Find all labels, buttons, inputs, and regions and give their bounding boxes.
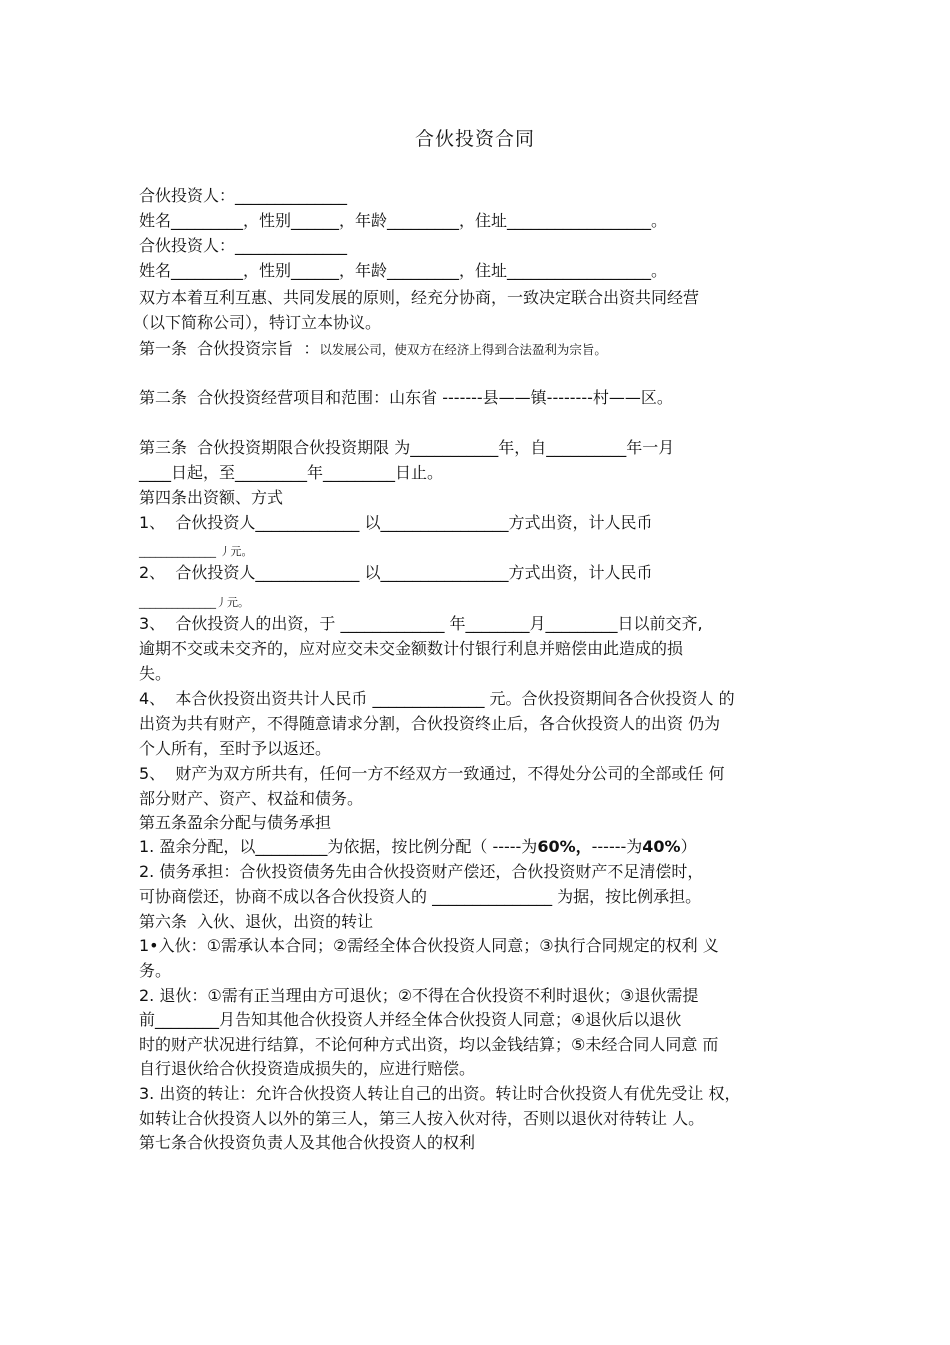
document-title: 合伙投资合同	[414, 128, 535, 150]
profit-distribution-close: ）	[680, 837, 697, 856]
article-4-item-5-line-1: 5、 财产为双方所共有，任何一方不经双方一致通过，不得处分公司的全部或任 何	[139, 764, 725, 783]
preamble-line-1: 双方本着互利互惠、共同发展的原则，经充分协商，一致决定联合出资共同经营	[139, 288, 700, 307]
article-5-heading: 第五条盈余分配与债务承担	[139, 813, 332, 832]
preamble-line-2: （以下简称公司），特订立本协议。	[133, 313, 382, 332]
article-4-item-3-line-1: 3、 合伙投资人的出资，于 _____________ 年________月_________日以前交齐,	[139, 614, 703, 633]
article-4-item-2: 2、 合伙投资人_____________ 以________________方式出资，计人民币	[139, 563, 653, 582]
article-4-item-2-amount: ______________丿元。	[139, 596, 249, 609]
article-6-item-2-line-2: 前________月告知其他合伙投资人并经全体合伙投资人同意；④退伙后以退伙	[139, 1010, 682, 1029]
article-3-line-1: 第三条 合伙投资期限合伙投资期限 为___________年，自__________年一月	[139, 438, 675, 457]
article-6-item-3-line-2: 如转让合伙投资人以外的第三人，第三人按入伙对待，否则以退伙对待转让 人。	[139, 1109, 705, 1128]
article-7-heading: 第七条合伙投资负责人及其他合伙投资人的权利	[139, 1133, 476, 1152]
share-60-percent: 60%，	[537, 837, 592, 856]
article-4-item-1: 1、 合伙投资人_____________ 以________________方式出资，计人民币	[139, 513, 653, 532]
investor-2-line: 合伙投资人：______________	[139, 236, 348, 255]
article-1	[139, 339, 607, 360]
article-1-heading: 第一条 合伙投资宗旨 ：	[139, 339, 320, 358]
article-5-item-2-line-2: 可协商偿还，协商不成以各合伙投资人的 _______________ 为据，按比例承担。	[139, 887, 702, 906]
article-4-item-4-line-2: 出资为共有财产，不得随意请求分割，合伙投资终止后，各合伙投资人的出资 仍为	[139, 714, 721, 733]
article-6-item-2-line-4: 自行退伙给合伙投资造成损失的，应进行赔偿。	[139, 1059, 476, 1078]
article-4-item-3-line-3: 失。	[139, 664, 172, 683]
investor-2-details: 姓名_________，性别______，年龄_________，住址__________________。	[139, 261, 668, 280]
article-6-item-3-line-1: 3. 出资的转让：允许合伙投资人转让自己的出资。转让时合伙投资人有优先受让 权，	[139, 1084, 741, 1103]
article-6-heading: 第六条 入伙、退伙，出资的转让	[139, 912, 374, 931]
article-5-item-2-line-1: 2. 债务承担：合伙投资债务先由合伙投资财产偿还，合伙投资财产不足清偿时，	[139, 862, 704, 881]
share-40-percent: 40%	[642, 837, 681, 856]
article-4-item-3-line-2: 逾期不交或未交齐的，应对应交未交金额数计付银行利息并赔偿由此造成的损	[139, 639, 684, 658]
article-4-item-4-line-3: 个人所有，至时予以返还。	[139, 739, 332, 758]
article-6-item-2-line-1: 2. 退伙：①需有正当理由方可退伙；②不得在合伙投资不利时退伙；③退伙需提	[139, 986, 699, 1005]
article-2: 第二条 合伙投资经营项目和范围：山东省 -------县——镇--------村——区。	[139, 388, 673, 407]
article-6-item-1-line-1: 1•入伙：①需承认本合同；②需经全体合伙投资人同意；③执行合同规定的权利 义	[139, 936, 719, 955]
article-5-item-1	[139, 837, 697, 857]
article-4-item-4-line-1: 4、 本合伙投资出资共计人民币 ______________ 元。合伙投资期间各合伙投资人 的	[139, 689, 735, 708]
article-4-heading: 第四条出资额、方式	[139, 488, 284, 507]
investor-1-line: 合伙投资人：______________	[139, 186, 348, 205]
profit-distribution-text-2: ------为	[591, 837, 643, 856]
profit-distribution-text: 1. 盈余分配，以_________为依据，按比例分配（ -----为	[139, 837, 538, 856]
article-4-item-1-amount: ______________ 丿元。	[139, 545, 253, 558]
article-6-item-1-line-2: 务。	[139, 961, 172, 980]
article-4-item-5-line-2: 部分财产、资产、权益和债务。	[139, 789, 364, 808]
investor-1-details: 姓名_________，性别______，年龄_________，住址__________________。	[139, 211, 668, 230]
article-6-item-2-line-3: 时的财产状况进行结算，不论何种方式出资，均以金钱结算；⑤未经合同人同意 而	[139, 1035, 719, 1054]
article-3-line-2: ____日起，至_________年_________日止。	[139, 463, 444, 482]
article-1-text: 以发展公司，使双方在经济上得到合法盈利为宗旨。	[319, 342, 607, 357]
